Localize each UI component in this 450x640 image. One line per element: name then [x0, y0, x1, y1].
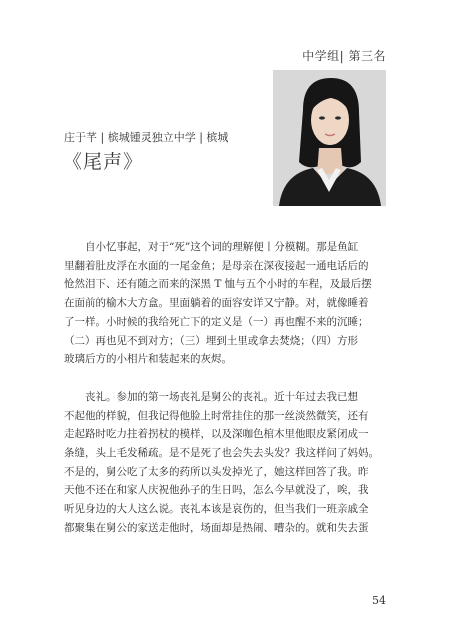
- text-line: 条缝，头上毛发稀疏。是不是死了也会失去头发？我这样问了妈妈。: [64, 447, 379, 460]
- text-line: 怆然泪下、还有随之而来的深黑 T 恤与五个小时的车程，及最后摆: [64, 278, 372, 291]
- article-title: 《尾声》: [63, 151, 144, 173]
- text-line: 自小忆事起，对于“死”这个词的理解便丨分模糊。那是鱼缸: [85, 241, 359, 253]
- text-line: 不是的，舅公吃了太多的药所以头发掉光了，她这样回答了我。昨: [64, 465, 369, 478]
- paragraph-2: [64, 388, 386, 538]
- text-line: 里翻着肚皮浮在水面的一尾金鱼；是母亲在深夜接起一通电话后的: [64, 259, 369, 272]
- award-category: 中学组| 第三名: [302, 49, 386, 63]
- text-line: 在面前的榆木大方盒。里面躺着的面容安详又宁静。对，就像睡着: [64, 297, 369, 310]
- text-line: 天他不还在和家人庆祝他孙子的生日吗，怎么今早就没了，唉，我: [64, 484, 369, 497]
- text-line: 听见身边的大人这么说。丧礼本该是哀伤的，但当我们一班亲戚全: [64, 503, 369, 516]
- text-line: 不起他的样貌，但我记得他脸上时常挂住的那一丝淡然微笑，还有: [64, 409, 369, 422]
- text-line: 了一样。小时候的我给死亡下的定义是（一）再也醒不来的沉睡；: [64, 315, 369, 328]
- text-line: 玻璃后方的小相片和装起来的灰烬。: [64, 353, 232, 366]
- author-photo: [273, 70, 386, 206]
- text-line: （二）再也见不到对方；（三）埋到土里或拿去焚烧；（四）方形: [64, 334, 358, 347]
- page-number: 54: [372, 594, 386, 607]
- text-line: 丧礼。参加的第一场丧礼是舅公的丧礼。近十年过去我已想: [85, 390, 358, 403]
- text-line: 走起路时吃力拄着拐杖的模样，以及深咖色棺木里他眼皮紧闭成一: [64, 428, 369, 441]
- text-line: 都聚集在舅公的家送走他时，场面却是热闹、嘈杂的。就和失去蛋: [64, 521, 369, 534]
- article-body: [64, 238, 386, 557]
- paragraph-1: [64, 238, 386, 369]
- author-byline: 庄于芊 | 槟城锺灵独立中学 | 槟城: [64, 131, 229, 144]
